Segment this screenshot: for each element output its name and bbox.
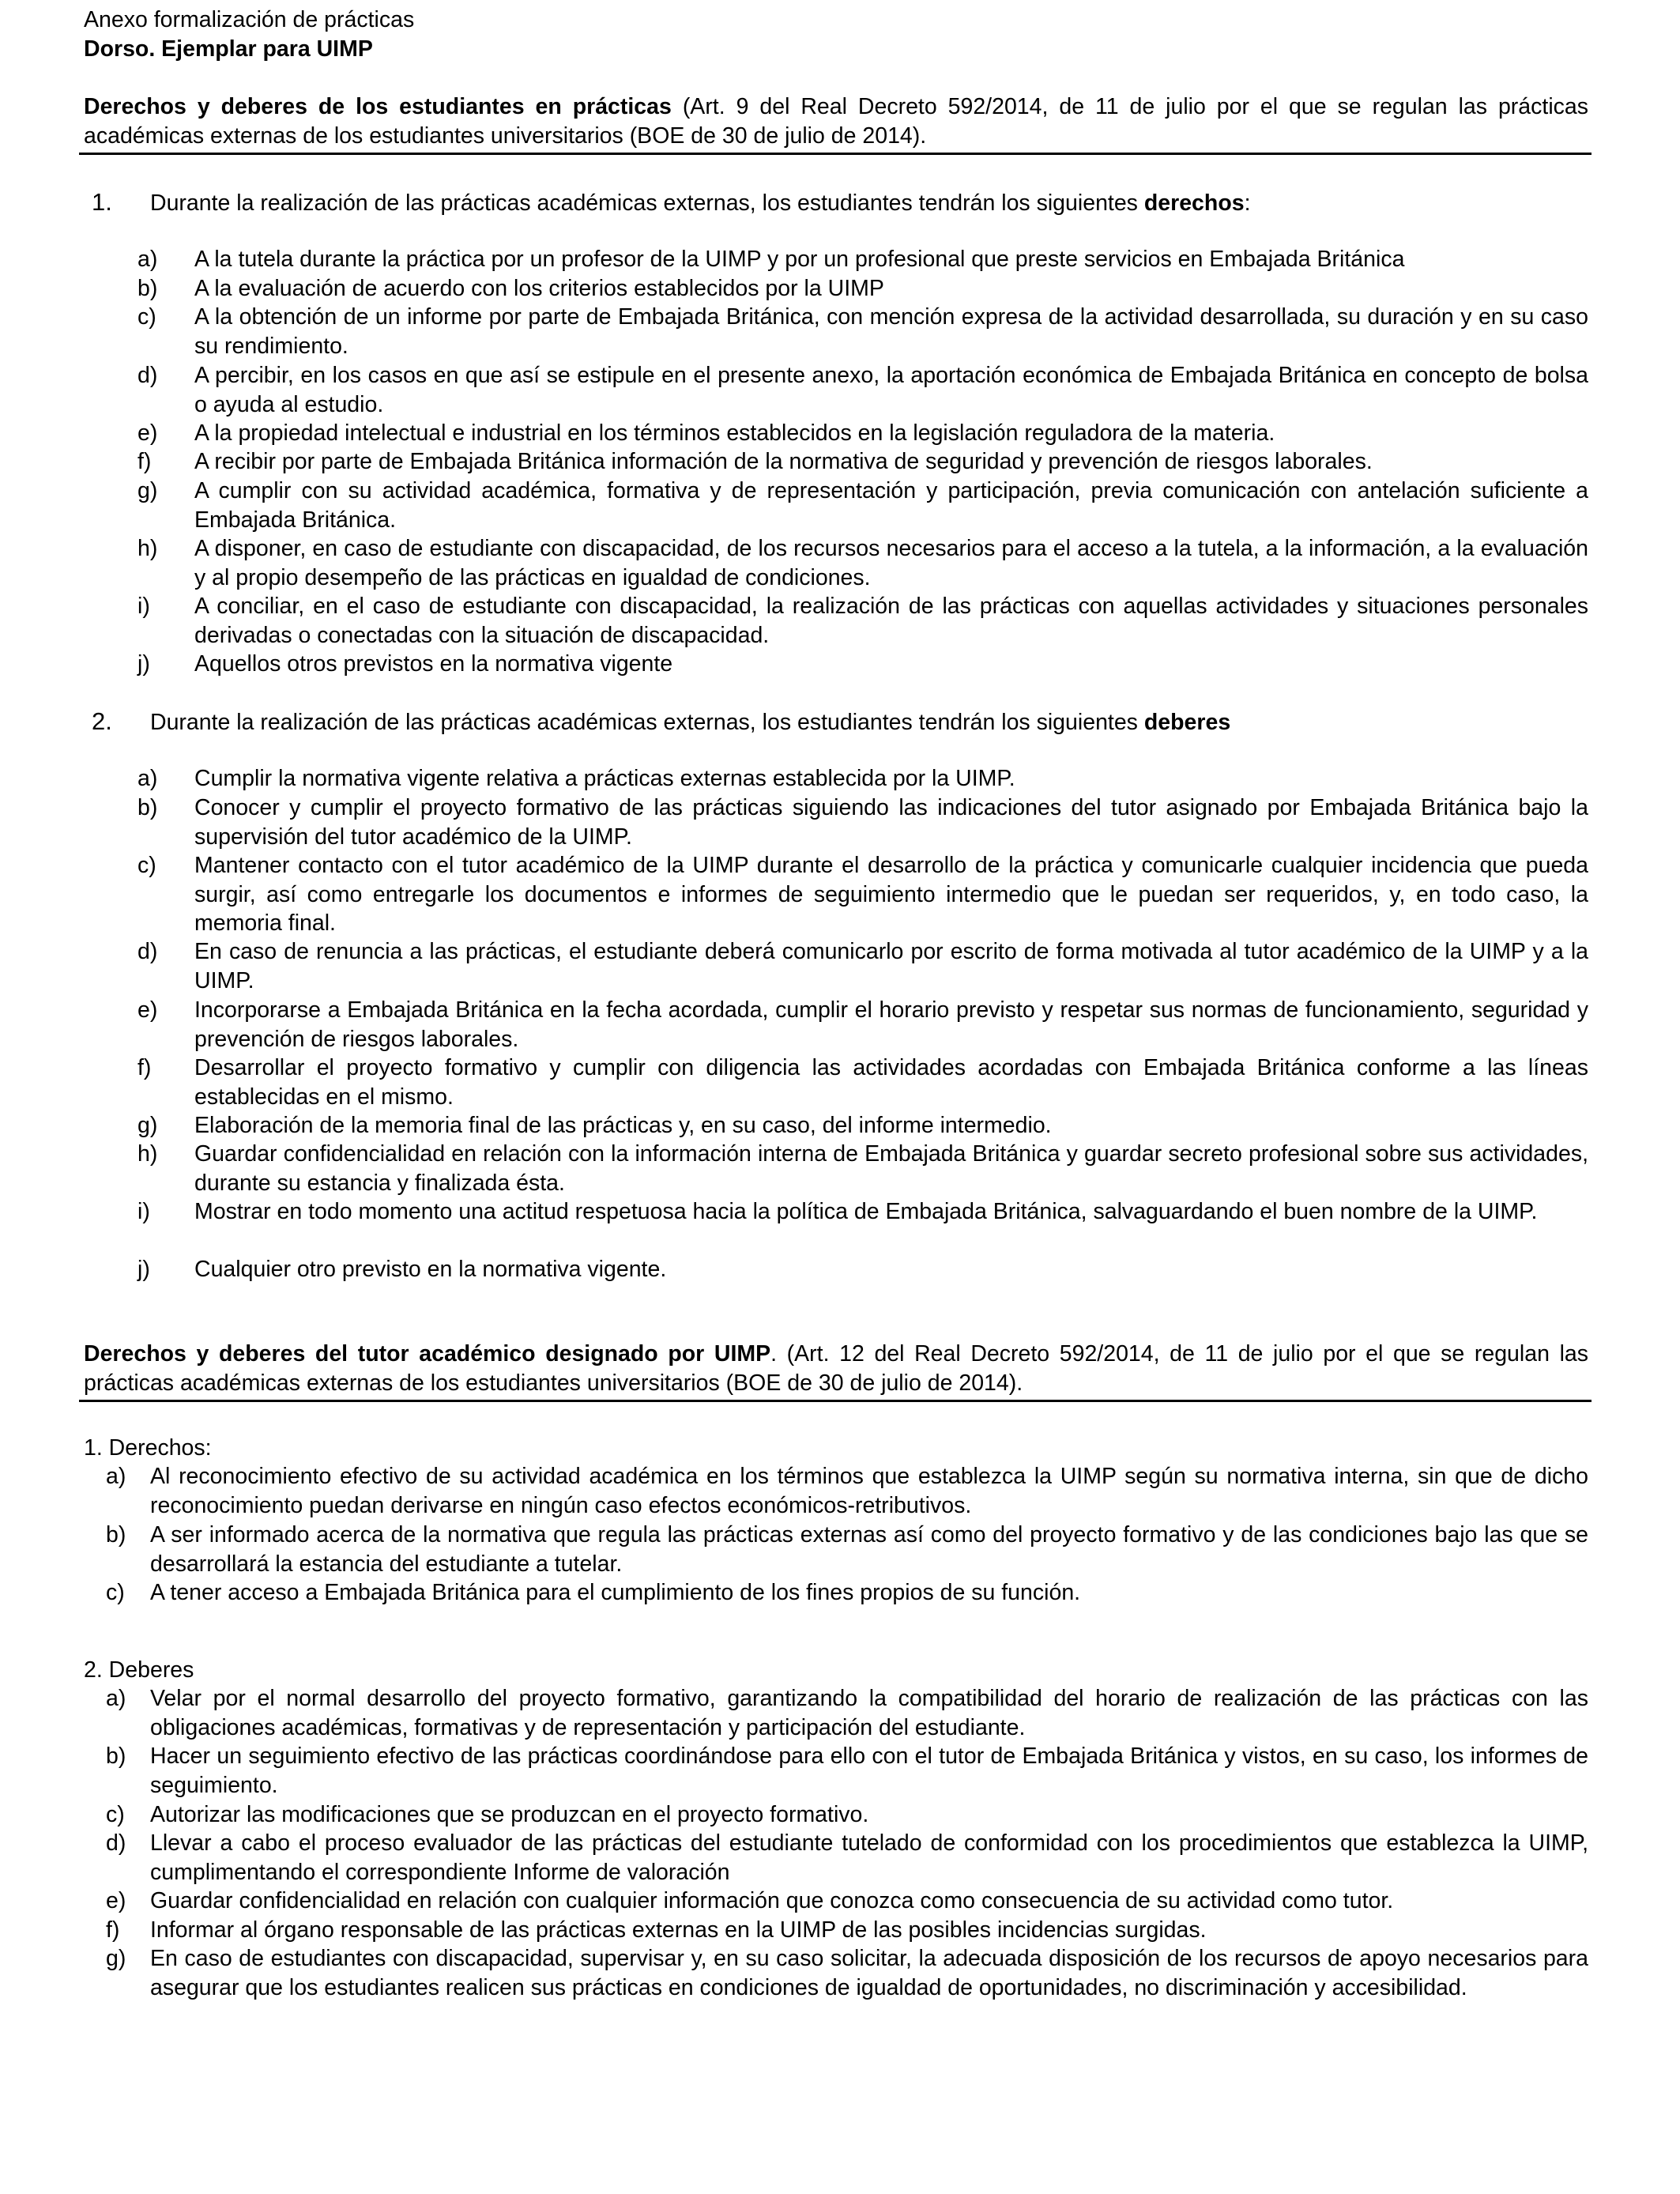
list-item-text: Cumplir la normativa vigente relativa a prácticas externas establecida por la UIMP. — [194, 766, 1015, 791]
list-item-letter: b) — [106, 1744, 126, 1769]
list2-number: 2. — [92, 707, 112, 735]
list-item-letter: j) — [137, 1257, 150, 1282]
list-item-text: A ser informado acerca de la normativa que regula las prácticas externas así como del proyecto formativo y de las condiciones bajo las que se desarrollará la estancia del estudiante a tutelar. — [150, 1522, 1588, 1577]
list1-number: 1. — [92, 188, 112, 216]
list2-lead-bold: deberes — [1143, 710, 1231, 735]
list-item-letter: b) — [106, 1522, 126, 1547]
list1-lead-bold: derechos — [1143, 190, 1245, 216]
list2-lead-text: Durante la realización de las prácticas académicas externas, los estudiantes tendrán los siguientes — [150, 710, 1144, 735]
list-item-letter: c) — [106, 1802, 125, 1827]
list-item-text: Incorporarse a Embajada Británica en la fecha acordada, cumplir el horario previsto y respetar sus normas de funcionamiento, seguridad y prevención de riesgos laborales. — [194, 997, 1588, 1052]
list-item-text: A la tutela durante la práctica por un profesor de la UIMP y por un profesional que preste servicios en Embajada Británica — [194, 247, 1405, 272]
list-item-letter: e) — [137, 420, 158, 446]
list-item-text: A percibir, en los casos en que así se estipule en el presente anexo, la aportación económica de Embajada Británica en concepto de bolsa o ayuda al estudio. — [194, 363, 1588, 417]
list-item-letter: g) — [137, 478, 158, 503]
list-item-text: Aquellos otros previstos en la normativa vigente — [194, 651, 673, 677]
list-item-text: Informar al órgano responsable de las prácticas externas en la UIMP de las posibles incidencias surgidas. — [150, 1917, 1207, 1943]
list-item-letter: f) — [137, 1055, 152, 1080]
list-item-text: A la obtención de un informe por parte de Embajada Británica, con mención expresa de la actividad desarrollada, su duración y en su caso su rendimiento. — [194, 304, 1588, 359]
list-item-letter: h) — [137, 536, 158, 561]
list-item-text: A recibir por parte de Embajada Británica información de la normativa de seguridad y prevención de riesgos laborales. — [194, 449, 1373, 474]
list-item-text: Cualquier otro previsto en la normativa vigente. — [194, 1257, 667, 1282]
list-item-letter: b) — [137, 276, 158, 301]
list-item-text: Guardar confidencialidad en relación con la información interna de Embajada Británica y guardar secreto profesional sobre sus actividades, durante su estancia y finalizada ésta. — [194, 1141, 1588, 1196]
list-item-text: A la propiedad intelectual e industrial en los términos establecidos en la legislación reguladora de la materia. — [194, 420, 1275, 446]
list-item-text: Velar por el normal desarrollo del proyecto formativo, garantizando la compatibilidad del horario de realización de las prácticas con las obligaciones académicas, formativas y de representación y participación del estudiante. — [150, 1686, 1588, 1740]
list-item-text: Elaboración de la memoria final de las prácticas y, en su caso, del informe intermedio. — [194, 1113, 1052, 1138]
section2-heading-rest: . (Art. 12 del Real Decreto 592/2014, de 11 de julio por el que se regulan las prácticas académicas externas de los estudiantes universitarios (BOE de 30 de julio de 2014). — [84, 1341, 1588, 1396]
section1-heading — [84, 92, 1588, 150]
list-item-letter: j) — [137, 651, 150, 677]
list-item-letter: c) — [106, 1580, 125, 1605]
list-item-text: A conciliar, en el caso de estudiante con discapacidad, la realización de las prácticas con aquellas actividades y situaciones personales derivadas o conectadas con la situación de discapacidad. — [194, 594, 1588, 648]
list-item-text: A tener acceso a Embajada Británica para el cumplimiento de los fines propios de su función. — [150, 1580, 1081, 1605]
list-item-letter: a) — [137, 247, 158, 272]
tutor-rights-label: 1. Derechos: — [84, 1435, 212, 1461]
list-item-letter: b) — [137, 795, 158, 820]
list-item-text: Al reconocimiento efectivo de su actividad académica en los términos que establezca la UIMP según su normativa interna, sin que de dicho reconocimiento puedan derivarse en ningún caso efectos económicos-retributivos. — [150, 1464, 1588, 1518]
section1-divider — [79, 153, 1591, 155]
list-item-letter: e) — [106, 1888, 126, 1913]
list-item-text: Mostrar en todo momento una actitud respetuosa hacia la política de Embajada Británica, salvaguardando el buen nombre de la UIMP. — [194, 1199, 1538, 1224]
list-item-text: A disponer, en caso de estudiante con discapacidad, de los recursos necesarios para el acceso a la tutela, a la información, a la evaluación y al propio desempeño de las prácticas en igualdad de condiciones. — [194, 536, 1588, 590]
section1-heading-bold: Derechos y deberes de los estudiantes en prácticas — [84, 94, 672, 119]
tutor-duties-label: 2. Deberes — [84, 1657, 194, 1683]
list-item-letter: d) — [106, 1830, 126, 1856]
section2-divider — [79, 1400, 1591, 1402]
list-item-letter: d) — [137, 363, 158, 388]
list-item-letter: f) — [106, 1917, 120, 1943]
list-item-text: Autorizar las modificaciones que se produzcan en el proyecto formativo. — [150, 1802, 869, 1827]
list-item-text: Guardar confidencialidad en relación con cualquier información que conozca como consecuencia de su actividad como tutor. — [150, 1888, 1394, 1913]
list-item-letter: a) — [137, 766, 158, 791]
list-item-text: Hacer un seguimiento efectivo de las prácticas coordinándose para ello con el tutor de Embajada Británica y vistos, en su caso, los informes de seguimiento. — [150, 1744, 1588, 1798]
section1-heading-rest: (Art. 9 del Real Decreto 592/2014, de 11 de julio por el que se regulan las prácticas académicas externas de los estudiantes universitarios (BOE de 30 de julio de 2014). — [84, 94, 1588, 149]
list-item-text: Mantener contacto con el tutor académico de la UIMP durante el desarrollo de la práctica y comunicarle cualquier incidencia que pueda surgir, así como entregarle los documentos e informes de seguimiento intermedio que le puedan ser requeridos, y, en todo caso, la memoria final. — [194, 853, 1588, 936]
list-item-letter: f) — [137, 449, 152, 474]
section2-heading-bold: Derechos y deberes del tutor académico designado por UIMP — [84, 1341, 771, 1367]
list-item-letter: h) — [137, 1141, 158, 1167]
list-item-letter: g) — [106, 1946, 126, 1971]
list-item-letter: a) — [106, 1686, 126, 1711]
document-header-title: Anexo formalización de prácticas — [84, 7, 415, 32]
list-item-letter: i) — [137, 594, 150, 619]
list-item-letter: e) — [137, 997, 158, 1023]
list-item-letter: c) — [137, 304, 156, 330]
list-item-text: Desarrollar el proyecto formativo y cumplir con diligencia las actividades acordadas con Embajada Británica conforme a las líneas establecidas en el mismo. — [194, 1055, 1588, 1110]
list-item-letter: g) — [137, 1113, 158, 1138]
list1-lead — [150, 189, 1251, 217]
list-item-letter: i) — [137, 1199, 150, 1224]
list-item-letter: d) — [137, 939, 158, 964]
list-item-letter: a) — [106, 1464, 126, 1489]
list-item-text: A cumplir con su actividad académica, formativa y de representación y participación, previa comunicación con antelación suficiente a Embajada Británica. — [194, 478, 1588, 533]
list-item-text: Conocer y cumplir el proyecto formativo de las prácticas siguiendo las indicaciones del tutor asignado por Embajada Británica bajo la supervisión del tutor académico de la UIMP. — [194, 795, 1588, 850]
list1-lead-text: Durante la realización de las prácticas académicas externas, los estudiantes tendrán los siguientes — [150, 190, 1144, 216]
list-item-text: Llevar a cabo el proceso evaluador de las prácticas del estudiante tutelado de conformidad con los procedimientos que establezca la UIMP, cumplimentando el correspondiente Informe de valoración — [150, 1830, 1588, 1885]
list-item-text: En caso de renuncia a las prácticas, el estudiante deberá comunicarlo por escrito de forma motivada al tutor académico de la UIMP y a la UIMP. — [194, 939, 1588, 993]
list-item-letter: c) — [137, 853, 156, 878]
list-item-text: A la evaluación de acuerdo con los criterios establecidos por la UIMP — [194, 276, 884, 301]
document-header-subtitle: Dorso. Ejemplar para UIMP — [84, 36, 373, 62]
section2-heading — [84, 1340, 1588, 1397]
list-item-text: En caso de estudiantes con discapacidad, supervisar y, en su caso solicitar, la adecuada disposición de los recursos de apoyo necesarios para asegurar que los estudiantes realicen sus prácticas en condiciones de igualdad de oportunidades, no discriminación y accesibilidad. — [150, 1946, 1588, 2000]
list1-lead-end: : — [1244, 190, 1251, 216]
list2-lead — [150, 708, 1230, 737]
